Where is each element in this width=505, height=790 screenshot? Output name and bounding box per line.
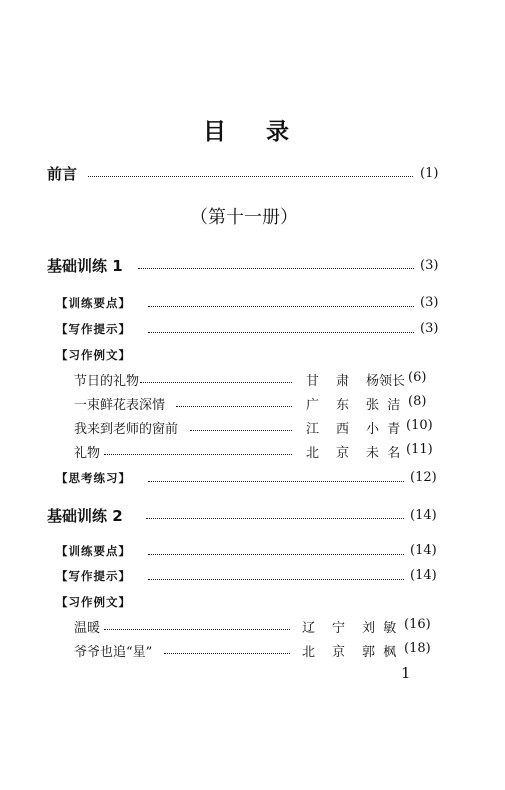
unit2-examples-label: 【习作例文】 (56, 595, 131, 609)
volume-heading: （第十一册） (190, 207, 298, 228)
unit2-key-points-label: 【训练要点】 (56, 544, 131, 558)
unit1-example-4-page: (11) (406, 442, 433, 457)
unit1-exercise-label: 【思考练习】 (56, 471, 131, 485)
unit1-example-4-author: 未 名 (366, 446, 401, 461)
unit1-example-4-leader (104, 454, 292, 455)
unit2-example-2-place-2: 京 (332, 645, 346, 660)
unit1-example-3-leader (190, 430, 292, 431)
unit1-writing-tips-leader (148, 332, 414, 333)
unit1-key-points-label: 【训练要点】 (56, 296, 131, 310)
unit2-writing-tips-leader (148, 579, 404, 580)
unit1-example-2-place-1: 广 (306, 398, 320, 413)
unit1-example-2-place-2: 东 (336, 398, 350, 413)
unit2-page: (14) (410, 508, 437, 523)
unit1-writing-tips-page: (3) (420, 321, 439, 336)
unit2-example-2-title: 爷爷也追“星” (74, 645, 153, 660)
unit1-example-1-title: 节日的礼物 (74, 374, 140, 389)
unit1-example-3-place-2: 西 (336, 422, 350, 437)
unit2-example-1-place-1: 辽 (302, 621, 316, 636)
unit1-example-4-title: 礼物 (74, 446, 101, 461)
unit1-example-3-title: 我来到老师的窗前 (74, 422, 179, 437)
unit1-example-1-place-2: 肃 (336, 374, 350, 389)
unit1-example-1-page: (6) (408, 370, 427, 385)
unit1-example-4-place-1: 北 (306, 446, 320, 461)
unit2-heading: 基础训练 2 (47, 507, 123, 525)
unit1-example-2-page: (8) (408, 394, 427, 409)
page-number: 1 (401, 664, 411, 682)
unit2-key-points-leader (148, 554, 404, 555)
unit1-example-3-place-1: 江 (306, 422, 320, 437)
unit1-exercise-page: (12) (410, 470, 437, 485)
unit1-example-3-page: (10) (406, 418, 433, 433)
unit1-exercise-leader (148, 481, 404, 482)
unit1-key-points-page: (3) (420, 295, 439, 310)
toc-title-char-2: 录 (266, 119, 289, 145)
unit2-example-1-place-2: 宁 (332, 621, 346, 636)
unit2-example-1-title: 温暖 (74, 621, 101, 636)
unit1-key-points-leader (148, 306, 414, 307)
unit2-key-points-page: (14) (410, 543, 437, 558)
unit2-example-1-page: (16) (404, 617, 431, 632)
unit1-page: (3) (420, 258, 439, 273)
unit1-leader (138, 268, 414, 269)
unit1-writing-tips-label: 【写作提示】 (56, 322, 131, 336)
unit1-example-4-place-2: 京 (336, 446, 350, 461)
toc-title-char-1: 目 (203, 119, 226, 145)
unit2-writing-tips-label: 【写作提示】 (56, 569, 131, 583)
unit2-example-1-author: 刘 敏 (362, 621, 397, 636)
unit1-example-2-leader (176, 406, 292, 407)
unit1-heading: 基础训练 1 (47, 257, 123, 275)
unit1-example-1-author: 杨领长 (366, 374, 406, 389)
unit2-example-2-leader (164, 653, 290, 654)
preface-leader (88, 176, 413, 177)
unit2-example-2-place-1: 北 (302, 645, 316, 660)
unit2-leader (146, 518, 404, 519)
unit1-example-3-author: 小 青 (366, 422, 401, 437)
unit1-example-1-place-1: 甘 (306, 374, 320, 389)
unit1-example-2-author: 张 洁 (366, 398, 401, 413)
preface-page: (1) (420, 166, 439, 181)
unit2-example-1-leader (104, 629, 290, 630)
unit1-example-1-leader (140, 382, 292, 383)
unit1-examples-label: 【习作例文】 (56, 348, 131, 362)
unit2-example-2-page: (18) (404, 641, 431, 656)
unit1-example-2-title: 一束鲜花表深情 (74, 398, 166, 413)
preface-label: 前言 (47, 165, 78, 183)
unit2-example-2-author: 郭 枫 (362, 645, 397, 660)
unit2-writing-tips-page: (14) (410, 568, 437, 583)
